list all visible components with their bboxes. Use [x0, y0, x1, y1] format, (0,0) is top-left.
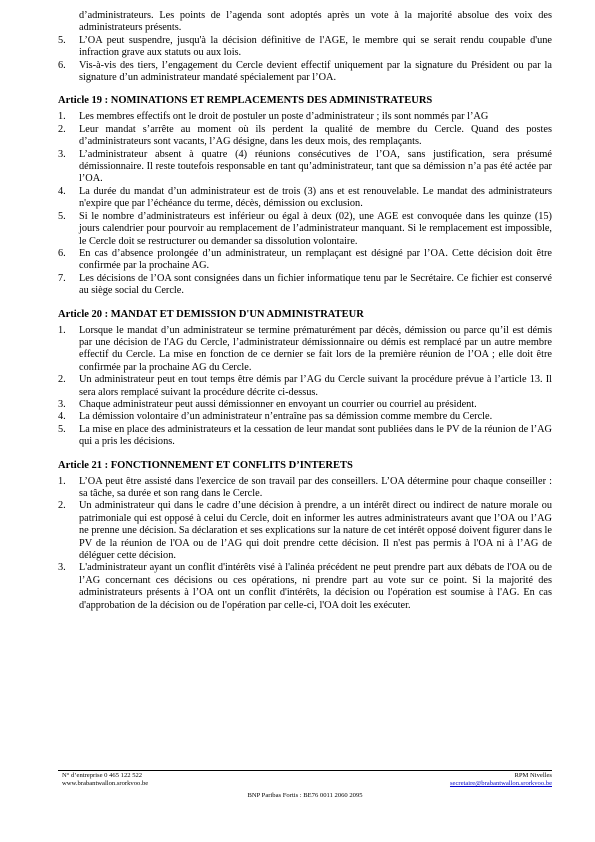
document-page	[58, 10, 552, 612]
item-text: La démission volontaire d’un administrateur n’entraîne pas sa démission comme membre du Cercle.	[79, 411, 493, 423]
item-number: 1.	[58, 111, 66, 123]
list-item	[58, 35, 552, 60]
intro-list	[58, 35, 552, 85]
article-21-heading: Article 21 : FONCTIONNEMENT ET CONFLITS D’INTERETS	[58, 459, 353, 471]
footer-left	[62, 772, 148, 788]
item-text: En cas d’absence prolongée d’un administrateur, un remplaçant est désigné par l’OA. Cette décision doit être confirmée par la prochaine AG.	[79, 247, 552, 272]
email-link[interactable]: secretaire@brabantwallon.srorkvoo.be	[449, 780, 552, 788]
item-text: Un administrateur peut en tout temps être démis par l’AG du Cercle suivant la procédure prévue à l’article 13. Il sera alors remplacé suivant la procédure décrite ci-dessus.	[79, 374, 552, 398]
article-20-heading: Article 20 : MANDAT ET DEMISSION D'UN ADMINISTRATEUR	[58, 308, 364, 320]
article-20-list	[58, 325, 552, 449]
list-item	[58, 500, 552, 562]
list-item	[58, 111, 552, 123]
item-number: 5.	[58, 210, 66, 222]
item-number: 5.	[58, 423, 66, 435]
item-text: L’administrateur absent à quatre (4) réunions consécutives de l’OA, sans justification, sera présumé démissionnaire. Il reste toutefois responsable en tant qu’administrateur, tant que sa démission n’a pas été actée par l’OA.	[79, 148, 552, 185]
item-text: Lorsque le mandat d’un administrateur se termine prématurément par décès, démission ou parce qu’il est démis par une décision de l'AG du Cercle, l’administrateur démissionnaire ou démis est remplacé par un autre membre effectif du Cercle. La mise en fonction de ce dernier se fait lors de la première réunion de l’OA ; elle doit être confirmée par la prochaine AG du Cercle.	[79, 324, 552, 373]
item-number: 5.	[58, 34, 66, 46]
item-number: 6.	[58, 247, 66, 259]
item-text: La durée du mandat d’un administrateur est de trois (3) ans et est renouvelable. Le mandat des administrateurs n'expire que par l’échéance du terme, décès, démission ou exclusion.	[79, 185, 552, 210]
item-number: 4.	[58, 411, 66, 423]
item-number: 1.	[58, 324, 66, 336]
list-item	[58, 325, 552, 375]
item-text: Si le nombre d’administrateurs est inférieur ou égal à deux (02), une AGE est convoquée dans les quinze (15) jours calendrier pour pourvoir au remplacement de l’administrateur manquant. Si le remplacement est impossible, le Cercle doit se restructurer ou demander sa dissolution volontaire.	[79, 210, 552, 247]
item-text: L'administrateur ayant un conflit d'intérêts visé à l'alinéa précédent ne peut prendre part aux débats de l'OA ou de l’AG concernant ces décisions ou ces opérations, ni prendre part au vote sur ce point. Si la majorité des administrateurs présents à l’OA ont un conflit d'intérêts, la décision ou l'opération est soumise à l'AG. En cas d'approbation de la décision ou de l'opération par celle-ci, l'OA doit les exécuter.	[79, 562, 552, 611]
footer-right	[450, 772, 552, 788]
list-item	[58, 374, 552, 399]
item-number: 2.	[58, 500, 66, 512]
item-number: 3.	[58, 398, 66, 410]
list-item	[58, 399, 552, 411]
list-item	[58, 562, 552, 612]
article-19-heading: Article 19 : NOMINATIONS ET REMPLACEMENTS DES ADMINISTRATEURS	[58, 95, 433, 107]
item-text: La mise en place des administrateurs et la cessation de leur mandat sont publiées dans le PV de la réunion de l’AG qui a pris les décisions.	[79, 423, 552, 448]
list-item	[58, 273, 552, 298]
item-number: 2.	[58, 123, 66, 135]
item-text: L’OA peut suspendre, jusqu'à la décision définitive de l'AGE, le membre qui se serait rendu coupable d'une infraction grave aux statuts ou aux lois.	[79, 34, 552, 59]
bank-account: BNP Paribas Fortis : BE76 0011 2060 2095	[247, 792, 363, 799]
item-text: Chaque administrateur peut aussi démissionner en envoyant un courrier ou courriel au président.	[79, 398, 477, 410]
list-item	[58, 60, 552, 85]
website-link[interactable]: www.brabantwallon.srorkvoo.be	[62, 780, 149, 788]
item-text: Leur mandat s’arrête au moment où ils perdent la qualité de membre du Cercle. Quand des postes d’administrateurs sont vacants, l’AG désigne, dans les deux mois, des remplaçants.	[79, 123, 552, 148]
item-number: 1.	[58, 475, 66, 487]
item-number: 3.	[58, 562, 66, 574]
item-number: 7.	[58, 272, 66, 284]
article-19-list	[58, 111, 552, 297]
item-text: Les décisions de l’OA sont consignées dans un fichier informatique tenu par le Secrétaire. Ce fichier est conservé au siège social du Cercle.	[79, 272, 552, 297]
intro-continuation: d’administrateurs. Les points de l’agenda sont adoptés après un vote à la majorité absolue des voix des administrateurs présents.	[79, 10, 552, 34]
item-number: 4.	[58, 185, 66, 197]
list-item	[58, 124, 552, 149]
item-number: 2.	[58, 374, 66, 386]
organization-name: RPM Nivelles	[514, 772, 552, 779]
item-text: Les membres effectifs ont le droit de postuler un poste d’administrateur ; ils sont nommés par l’AG	[79, 111, 489, 123]
list-item	[58, 149, 552, 186]
list-item	[58, 411, 552, 423]
item-text: Un administrateur qui dans le cadre d’une décision à prendre, a un intérêt direct ou indirect de nature morale ou patrimoniale qui est opposé à celui du Cercle, doit en informer les autres administrateurs avant que l’OA ou l’AG ne prenne une décision. Sa déclaration et ses explications sur la nature de cet intérêt opposé doivent figurer dans le PV de la réunion de l'OA ou de l’AG qui doit prendre cette décision. Il n'est pas permis à l'OA ni à l’AG de déléguer cette décision.	[79, 500, 552, 562]
list-item	[58, 186, 552, 211]
list-item	[58, 476, 552, 501]
list-item	[58, 424, 552, 449]
item-number: 3.	[58, 148, 66, 160]
item-text: Vis-à-vis des tiers, l’engagement du Cercle devient effectif uniquement par la signature du Président ou par la signature d’un administrateur mandaté spécialement par l’OA.	[79, 59, 552, 84]
item-text: L’OA peut être assisté dans l'exercice de son travail par des conseillers. L’OA détermine pour chaque conseiller : sa tâche, sa durée et son rang dans le Cercle.	[79, 475, 552, 499]
footer-divider	[58, 770, 552, 771]
article-21-list	[58, 476, 552, 612]
enterprise-number: N° d’entreprise 0 465 122 522	[62, 772, 143, 779]
item-number: 6.	[58, 59, 66, 71]
list-item	[58, 248, 552, 273]
list-item	[58, 211, 552, 248]
